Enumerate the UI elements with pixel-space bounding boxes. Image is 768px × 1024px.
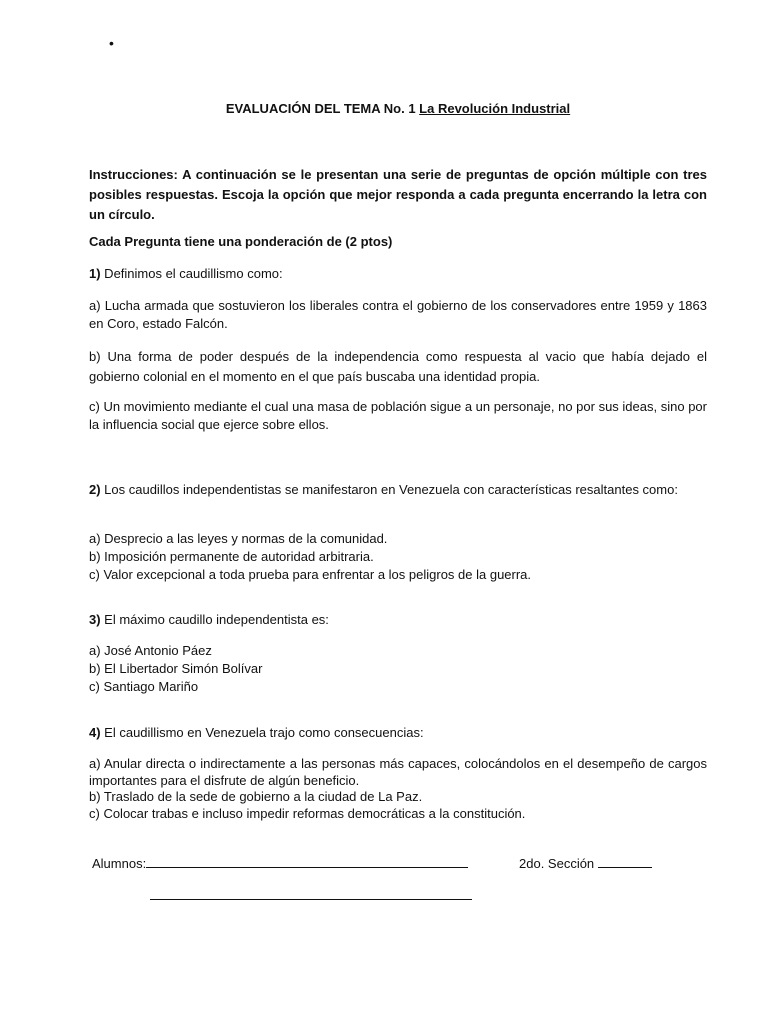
question-4-number: 4) <box>89 725 101 740</box>
question-1 <box>89 265 707 283</box>
question-1-option-a: a) Lucha armada que sostuvieron los liberales contra el gobierno de los conservadores entre 1959 y 1863 en Coro, estado Falcón. <box>89 298 707 331</box>
question-4-option-c: c) Colocar trabas e incluso impedir reformas democráticas a la constitución. <box>89 805 526 821</box>
title-topic: La Revolución Industrial <box>419 101 571 116</box>
question-3-options <box>89 642 707 696</box>
question-4-text: El caudillismo en Venezuela trajo como consecuencias: <box>100 725 424 740</box>
question-3-option-b: b) El Libertador Simón Bolívar <box>89 661 263 676</box>
question-1-option-b: b) Una forma de poder después de la independencia como respuesta al vacio que había dejado el gobierno colonial en el momento en el que país buscaba una identidad propia. <box>89 349 707 384</box>
question-2-number: 2) <box>89 482 101 497</box>
question-1-option-c: c) Un movimiento mediante el cual una masa de población sigue a un personaje, no por sus ideas, sino por la influencia social que ejerce sobre ellos. <box>89 399 707 432</box>
question-1-text: Definimos el caudillismo como: <box>100 266 283 281</box>
page-title <box>0 100 768 118</box>
question-4-option-a: a) Anular directa o indirectamente a las personas más capaces, colocándolos en el desempeño de cargos importantes para el disfrute de algún beneficio. <box>89 756 707 788</box>
alumnos-field[interactable] <box>92 853 468 873</box>
question-4-options <box>89 756 707 822</box>
question-3-number: 3) <box>89 612 101 627</box>
question-2-option-c: c) Valor excepcional a toda prueba para enfrentar a los peligros de la guerra. <box>89 567 532 582</box>
question-4-option-b: b) Traslado de la sede de gobierno a la ciudad de La Paz. <box>89 789 423 804</box>
question-3-option-a: a) José Antonio Páez <box>89 643 212 658</box>
seccion-line[interactable] <box>598 853 652 868</box>
question-2 <box>89 481 707 499</box>
question-2-option-a: a) Desprecio a las leyes y normas de la comunidad. <box>89 531 388 546</box>
title-prefix: EVALUACIÓN DEL TEMA No. 1 <box>225 101 420 116</box>
instructions: Instrucciones: A continuación se le presentan una serie de preguntas de opción múltiple con tres posibles respuestas. Escoja la opción que mejor responda a cada pregunta encerrando la letra con un círculo. <box>89 167 707 222</box>
seccion-field[interactable] <box>519 853 652 873</box>
question-2-text: Los caudillos independentistas se manifestaron en Venezuela con características resaltantes como: <box>100 482 678 497</box>
alumnos-label: Alumnos: <box>92 856 147 871</box>
question-3-text: El máximo caudillo independentista es: <box>100 612 329 627</box>
question-2-options <box>89 530 707 584</box>
question-3-option-c: c) Santiago Mariño <box>89 679 199 694</box>
bullet-point: • <box>109 35 114 51</box>
alumnos-line-2[interactable] <box>150 884 472 900</box>
seccion-label: 2do. Sección <box>519 856 595 871</box>
alumnos-line-1[interactable] <box>146 853 468 868</box>
question-2-option-b: b) Imposición permanente de autoridad arbitraria. <box>89 549 374 564</box>
question-3 <box>89 611 707 629</box>
ponderacion: Cada Pregunta tiene una ponderación de (2 ptos) <box>89 234 393 249</box>
question-4 <box>89 724 707 742</box>
question-1-number: 1) <box>89 266 101 281</box>
